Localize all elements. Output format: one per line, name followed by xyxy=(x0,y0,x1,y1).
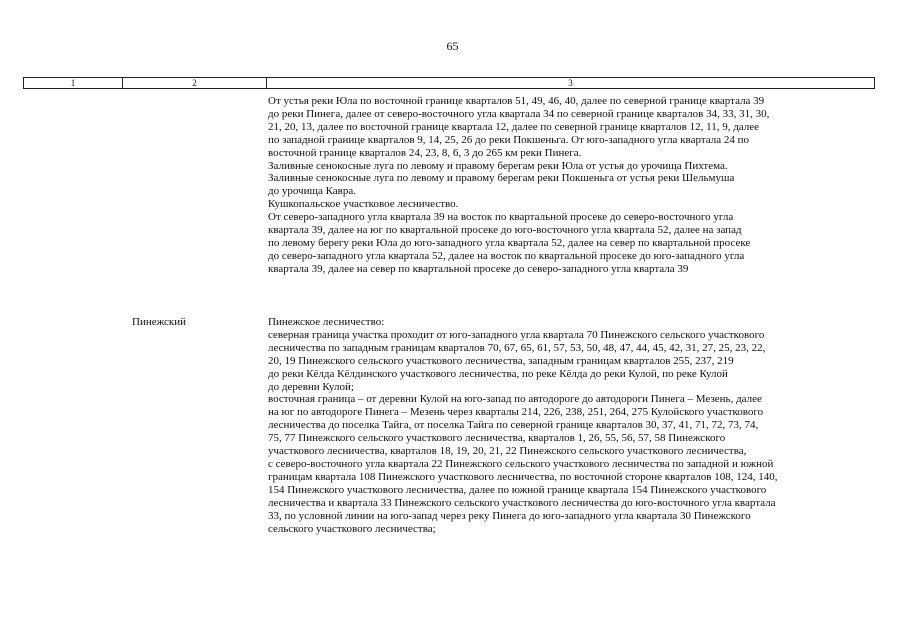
page-number: 65 xyxy=(446,39,459,53)
text-line: до урочища Кавра. xyxy=(268,185,356,198)
text-line: восточной границе кварталов 24, 23, 8, 6, 3 до 265 км реки Пинега. xyxy=(268,146,582,159)
column-header-2: 2 xyxy=(123,78,267,89)
text-line: 154 Пинежского участкового лесничества, далее по южной границе квартала 154 Пинежского участкового xyxy=(268,483,767,496)
text-line: восточная граница – от деревни Кулой на юго-запад по автодороге до автодороги Пинега – Мезень, далее xyxy=(268,393,762,406)
boundary-description-block-2 xyxy=(268,316,873,535)
text-line: Пинежское лесничество: xyxy=(268,316,385,328)
text-line: по западной границе кварталов 9, 14, 25, 26 до реки Покшеньга. От юго-западного угла квартала 24 по xyxy=(268,133,750,146)
text-line: От устья реки Юла по восточной границе кварталов 51, 49, 46, 40, далее по северной границе квартала 39 xyxy=(268,95,765,107)
text-line: участкового лесничества, кварталов 18, 19, 20, 21, 22 Пинежского сельского участкового лесничества, xyxy=(268,445,747,458)
district-name: Пинежский xyxy=(132,316,187,328)
text-line: квартала 39, далее на юг по квартальной просеке до юго-восточного угла квартала 52, далее на запад xyxy=(268,224,742,237)
text-line: сельского участкового лесничества; xyxy=(268,522,436,535)
boundary-description-block-1 xyxy=(268,95,873,276)
text-line: 75, 77 Пинежского сельского участкового лесничества, кварталов 1, 26, 55, 56, 57, 58 Пинежского xyxy=(268,432,726,445)
text-line: квартала 39, далее на север по квартальной просеке до северо-западного угла квартала 39 xyxy=(268,262,689,275)
text-line: 20, 19 Пинежского сельского участкового лесничества, западным границам кварталов 255, 237, 219 xyxy=(268,354,734,367)
text-line: до деревни Кулой; xyxy=(268,380,354,393)
text-line: северная граница участка проходит от юго-западного угла квартала 70 Пинежского сельского участкового xyxy=(268,328,765,341)
text-line: по левому берегу реки Юла до юго-западного угла квартала 52, далее на север по квартальной просеке xyxy=(268,236,751,249)
text-line: Заливные сенокосные луга по левому и правому берегам реки Покшеньга от устья реки Шельмуша xyxy=(268,172,735,185)
column-header-1: 1 xyxy=(24,78,123,89)
column-header-3: 3 xyxy=(267,78,875,89)
text-line: Заливные сенокосные луга по левому и правому берегам реки Юла от устья до урочища Пихтема. xyxy=(268,159,728,172)
text-line: 33, по условной линии на юго-запад через реку Пинега до юго-западного угла квартала 30 Пинежского xyxy=(268,509,751,522)
column-header-table xyxy=(23,77,875,89)
text-line: лесничества и квартала 33 Пинежского сельского участкового лесничества до юго-восточного угла квартала xyxy=(268,496,776,509)
text-line: От северо-западного угла квартала 39 на восток по квартальной просеке до северо-восточного угла xyxy=(268,211,734,224)
column-header-row xyxy=(24,78,875,89)
text-line: с северо-восточного угла квартала 22 Пинежского сельского участкового лесничества по западной и южной xyxy=(268,457,774,470)
text-line: до северо-западного угла квартала 52, далее на восток по квартальной просеке до юго-западного угла xyxy=(268,249,745,262)
text-line: на юг по автодороге Пинега – Мезень через кварталы 214, 226, 238, 251, 264, 275 Кулойского участкового xyxy=(268,406,764,419)
text-line: 21, 20, 13, далее по восточной границе квартала 12, далее по северной границе кварталов 12, 11, 9, далее xyxy=(268,120,760,133)
text-line: лесничества по западным границам кварталов 70, 67, 65, 61, 57, 53, 50, 48, 47, 44, 45, 42, 31, 27, 25, 23, 22, xyxy=(268,341,766,354)
text-line: до реки Пинега, далее от северо-восточного угла квартала 34 по северной границе кварталов 34, 33, 31, 30, xyxy=(268,107,770,120)
text-line: границам квартала 108 Пинежского участкового лесничества, по восточной стороне кварталов 108, 124, 140, xyxy=(268,470,778,483)
text-line: до реки Кёлда Кёлдинского участкового лесничества, по реке Кёлда до реки Кулой, по реке Кулой xyxy=(268,367,728,380)
text-line: лесничества до поселка Тайга, от поселка Тайга по северной границе кварталов 30, 37, 41, 71, 72, 73, 74, xyxy=(268,419,759,432)
text-line: Кушкопальское участковое лесничество. xyxy=(268,198,459,211)
